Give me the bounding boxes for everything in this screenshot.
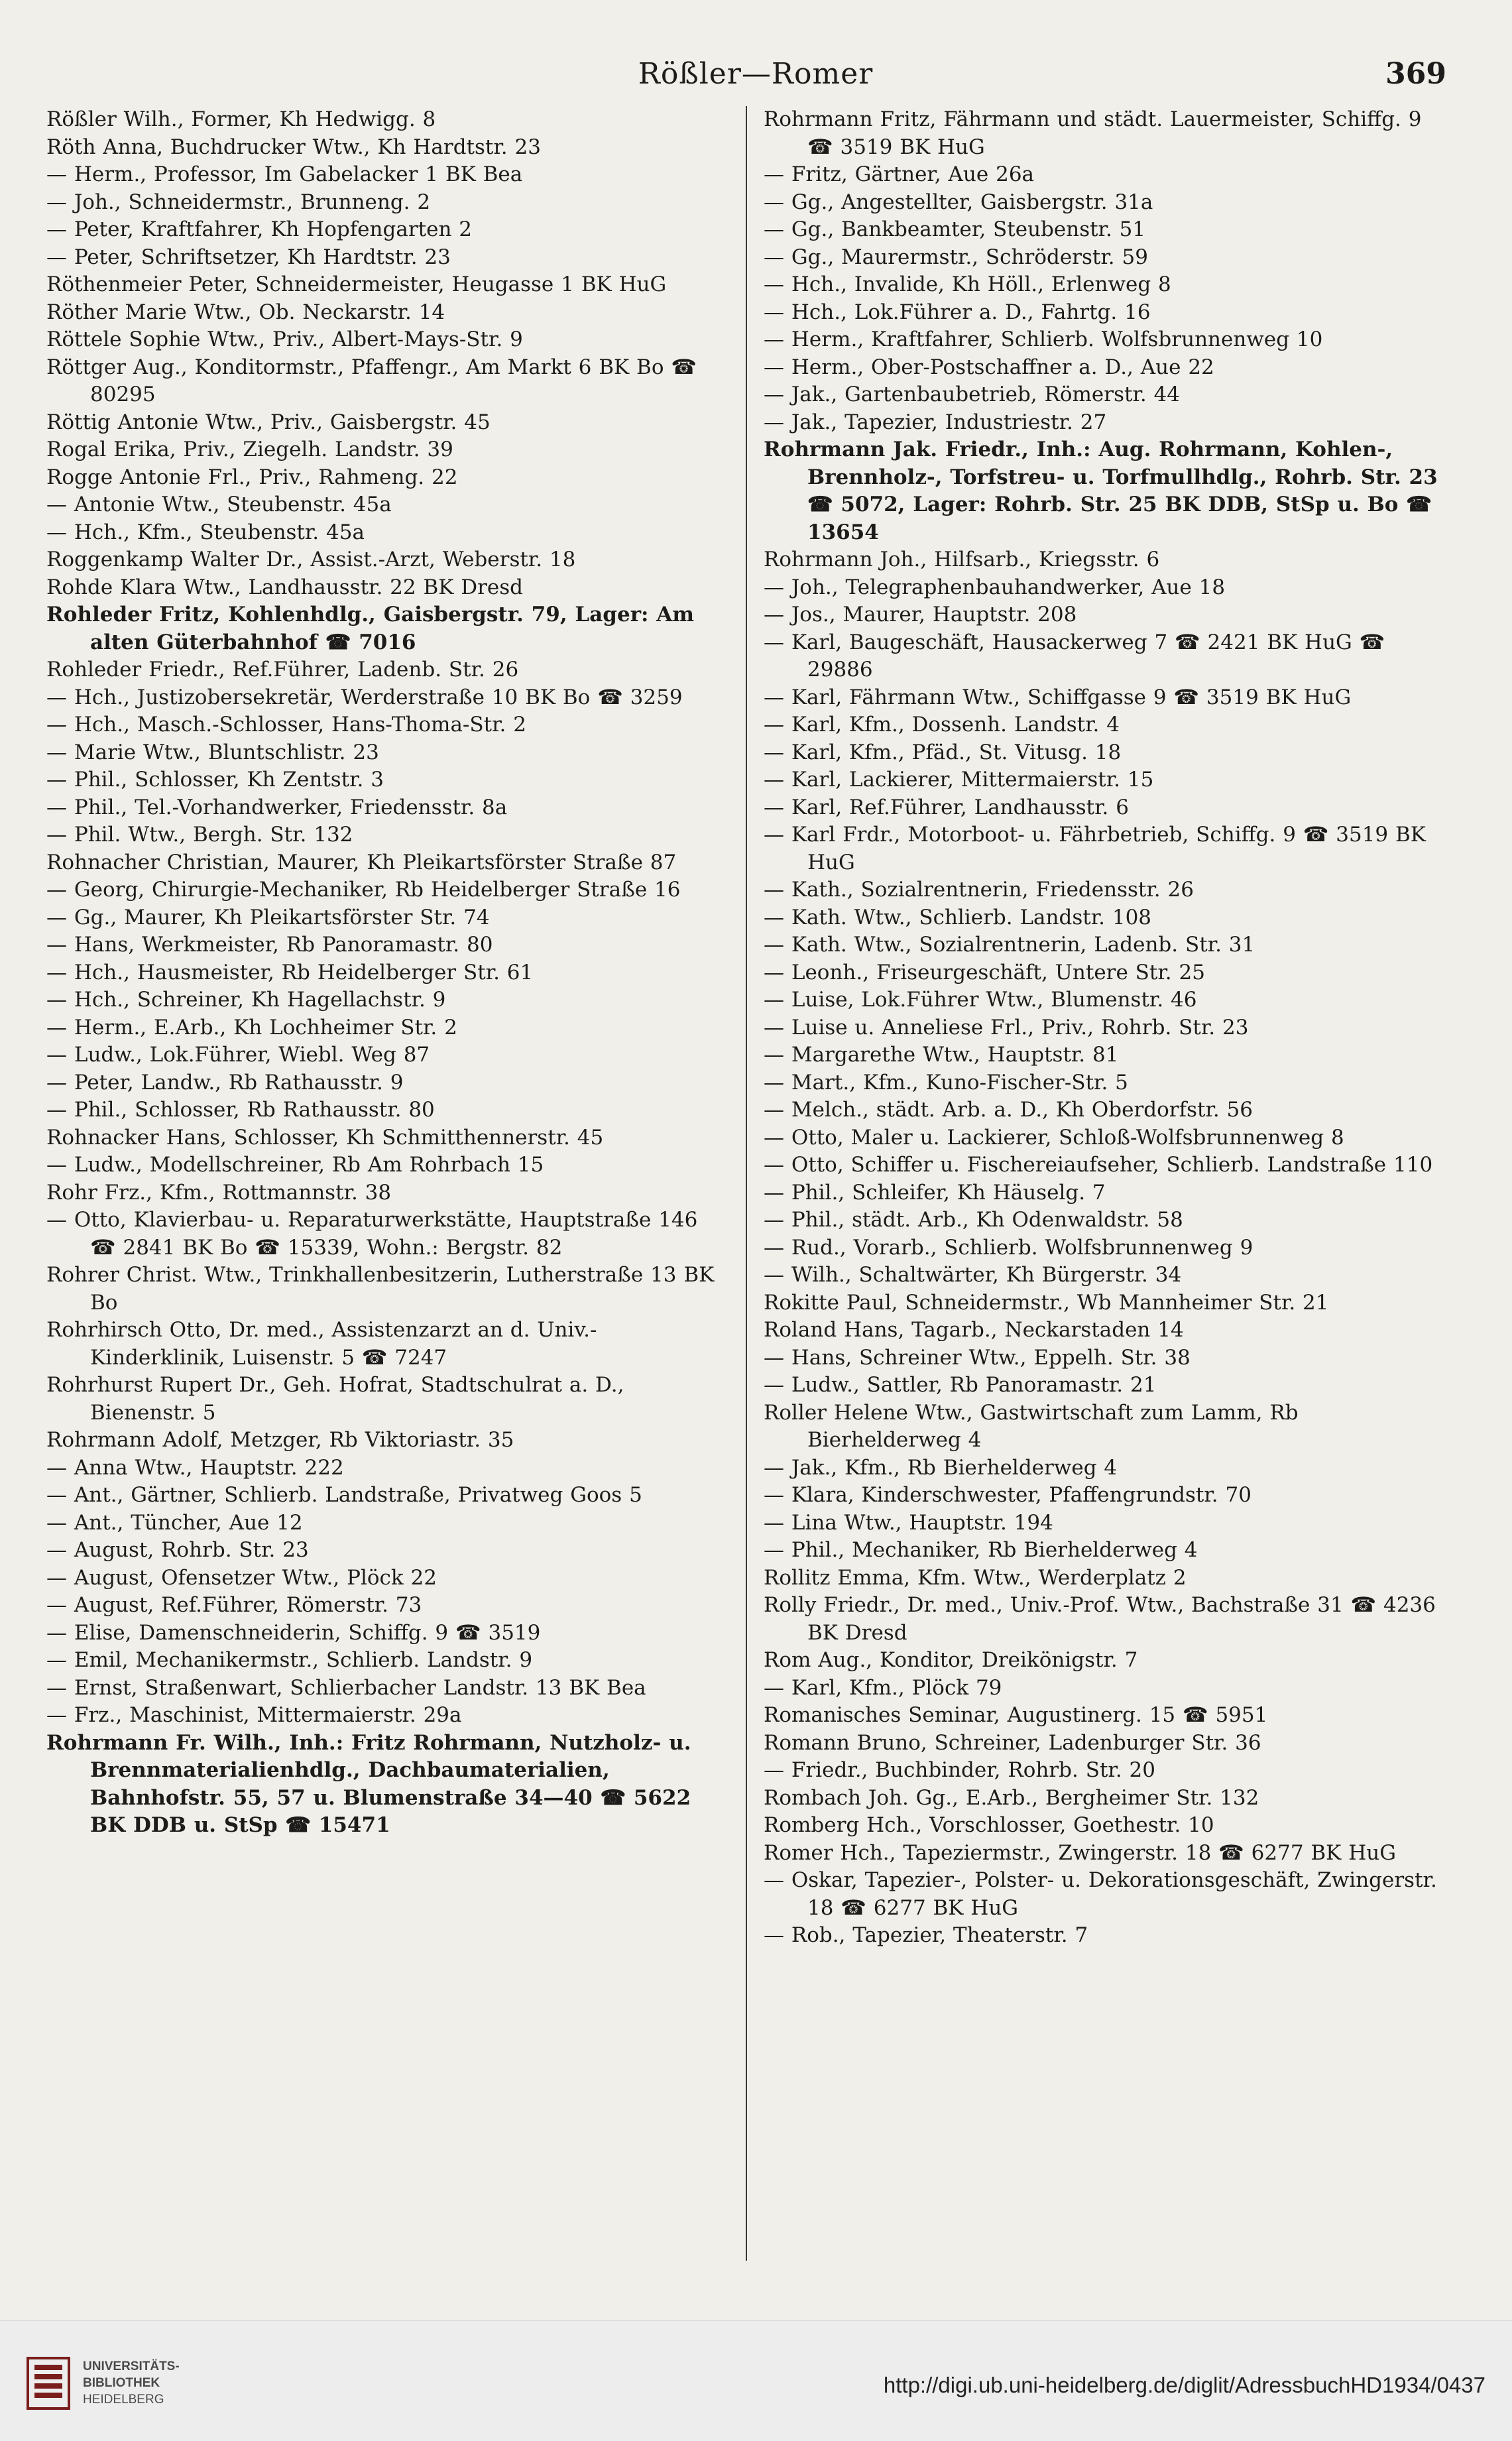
directory-entry: — Friedr., Buchbinder, Rohrb. Str. 20 <box>764 1758 1155 1782</box>
directory-entry: — Ant., Gärtner, Schlierb. Landstraße, Privatweg Goos 5 <box>46 1483 642 1507</box>
directory-entry: — Gg., Maurer, Kh Pleikartsförster Str. 74 <box>46 905 490 929</box>
directory-entry: — Hch., Justizobersekretär, Werderstraße 10 BK Bo ☎ 3259 <box>46 685 683 709</box>
directory-entry: — Hch., Masch.-Schlosser, Hans-Thoma-Str. 2 <box>46 713 526 737</box>
directory-entry: — Herm., Kraftfahrer, Schlierb. Wolfsbrunnenweg 10 <box>764 327 1323 351</box>
directory-columns <box>46 106 1465 2281</box>
directory-entry: Rohde Klara Wtw., Landhausstr. 22 BK Dresd <box>46 575 524 599</box>
directory-entry: — Marie Wtw., Bluntschlistr. 23 <box>46 740 379 764</box>
directory-entry: — Antonie Wtw., Steubenstr. 45a <box>46 493 392 516</box>
directory-entry: — Fritz, Gärtner, Aue 26a <box>764 162 1035 186</box>
directory-entry: — Karl, Kfm., Dossenh. Landstr. 4 <box>764 713 1120 737</box>
directory-entry: — Frz., Maschinist, Mittermaierstr. 29a <box>46 1703 462 1727</box>
directory-entry: — Peter, Landw., Rb Rathausstr. 9 <box>46 1070 404 1095</box>
footer-bar <box>0 2320 1512 2441</box>
directory-entry: — Karl, Kfm., Pfäd., St. Vitusg. 18 <box>764 740 1122 764</box>
page-number: 369 <box>1385 57 1446 91</box>
directory-entry: — August, Ofensetzer Wtw., Plöck 22 <box>46 1565 437 1590</box>
directory-entry: — Phil., Tel.-Vorhandwerker, Friedensstr. 8a <box>46 795 508 819</box>
directory-entry: — Karl, Kfm., Plöck 79 <box>764 1675 1002 1700</box>
directory-entry: — Herm., E.Arb., Kh Lochheimer Str. 2 <box>46 1015 457 1040</box>
directory-entry: — Kath. Wtw., Schlierb. Landstr. 108 <box>764 905 1152 929</box>
directory-entry: — Otto, Maler u. Lackierer, Schloß-Wolfsbrunnenweg 8 <box>764 1125 1344 1150</box>
directory-entry: — Hch., Schreiner, Kh Hagellachstr. 9 <box>46 988 446 1012</box>
library-name <box>83 2358 180 2408</box>
directory-entry: — Gg., Maurermstr., Schröderstr. 59 <box>764 245 1148 269</box>
directory-entry: — Kath. Wtw., Sozialrentnerin, Ladenb. Str. 31 <box>764 933 1255 957</box>
directory-entry: — Phil., Schlosser, Rb Rathausstr. 80 <box>46 1098 435 1122</box>
directory-entry: — Hch., Hausmeister, Rb Heidelberger Str. 61 <box>46 960 534 984</box>
directory-entry: Röther Marie Wtw., Ob. Neckarstr. 14 <box>46 300 445 324</box>
directory-entry: — Anna Wtw., Hauptstr. 222 <box>46 1455 344 1480</box>
directory-entry: — Ludw., Sattler, Rb Panoramastr. 21 <box>764 1373 1157 1397</box>
directory-entry: — August, Ref.Führer, Römerstr. 73 <box>46 1593 422 1617</box>
directory-entry: Romer Hch., Tapeziermstr., Zwingerstr. 18 ☎ 6277 BK HuG <box>764 1840 1396 1865</box>
directory-entry: Rohrer Christ. Wtw., Trinkhallenbesitzerin, Lutherstraße 13 BK Bo <box>46 1263 715 1315</box>
directory-entry: Rohrmann Adolf, Metzger, Rb Viktoriastr. 35 <box>46 1428 514 1452</box>
directory-entry: Rolly Friedr., Dr. med., Univ.-Prof. Wtw., Bachstraße 31 ☎ 4236 BK Dresd <box>764 1593 1436 1645</box>
directory-entry: — Peter, Schriftsetzer, Kh Hardtstr. 23 <box>46 245 451 269</box>
directory-entry: — Phil., Mechaniker, Rb Bierhelderweg 4 <box>764 1538 1198 1562</box>
directory-entry: Rollitz Emma, Kfm. Wtw., Werderplatz 2 <box>764 1565 1187 1590</box>
directory-entry: — Lina Wtw., Hauptstr. 194 <box>764 1510 1053 1535</box>
directory-entry: — Phil., Schlosser, Kh Zentstr. 3 <box>46 768 384 792</box>
directory-entry: — Leonh., Friseurgeschäft, Untere Str. 25 <box>764 960 1205 984</box>
right-column <box>764 106 1446 2281</box>
directory-entry: — Margarethe Wtw., Hauptstr. 81 <box>764 1043 1119 1067</box>
directory-entry: — Joh., Telegraphenbauhandwerker, Aue 18 <box>764 575 1226 599</box>
directory-entry: Romberg Hch., Vorschlosser, Goethestr. 10 <box>764 1813 1214 1837</box>
directory-entry: — Hch., Invalide, Kh Höll., Erlenweg 8 <box>764 272 1171 296</box>
directory-entry: — Hans, Schreiner Wtw., Eppelh. Str. 38 <box>764 1345 1191 1370</box>
directory-entry: Röth Anna, Buchdrucker Wtw., Kh Hardtstr. 23 <box>46 135 541 159</box>
directory-entry: Rohrhirsch Otto, Dr. med., Assistenzarzt an d. Univ.-Kinderklinik, Luisenstr. 5 ☎ 7247 <box>46 1318 597 1370</box>
directory-entry: — Jak., Kfm., Rb Bierhelderweg 4 <box>764 1455 1118 1480</box>
directory-entry: — Luise, Lok.Führer Wtw., Blumenstr. 46 <box>764 988 1197 1012</box>
directory-entry: — Ludw., Modellschreiner, Rb Am Rohrbach 15 <box>46 1153 544 1177</box>
directory-entry: — Karl, Lackierer, Mittermaierstr. 15 <box>764 768 1154 792</box>
directory-entry: Rohrhurst Rupert Dr., Geh. Hofrat, Stadtschulrat a. D., Bienenstr. 5 <box>46 1373 624 1425</box>
directory-entry: Röttig Antonie Wtw., Priv., Gaisbergstr. 45 <box>46 410 491 434</box>
directory-entry: — Jak., Gartenbaubetrieb, Römerstr. 44 <box>764 383 1181 406</box>
directory-entry: Rohnacker Hans, Schlosser, Kh Schmitthennerstr. 45 <box>46 1125 604 1150</box>
directory-entry: — Joh., Schneidermstr., Brunneng. 2 <box>46 190 431 214</box>
directory-entry: — Herm., Ober-Postschaffner a. D., Aue 22 <box>764 355 1214 379</box>
directory-entry: Romann Bruno, Schreiner, Ladenburger Str. 36 <box>764 1730 1261 1755</box>
directory-entry: — Gg., Angestellter, Gaisbergstr. 31a <box>764 190 1153 214</box>
directory-entry: — Ernst, Straßenwart, Schlierbacher Landstr. 13 BK Bea <box>46 1675 646 1700</box>
directory-entry: — Mart., Kfm., Kuno-Fischer-Str. 5 <box>764 1070 1128 1095</box>
directory-entry: Rom Aug., Konditor, Dreikönigstr. 7 <box>764 1648 1138 1672</box>
directory-entry: — Otto, Klavierbau- u. Reparaturwerkstätte, Hauptstraße 146 ☎ 2841 BK Bo ☎ 15339, Wohn.: Bergstr. 82 <box>46 1208 698 1260</box>
directory-entry: — Luise u. Anneliese Frl., Priv., Rohrb. Str. 23 <box>764 1015 1249 1040</box>
library-name-line-2: BIBLIOTHEK <box>83 2376 160 2390</box>
directory-entry: — Hans, Werkmeister, Rb Panoramastr. 80 <box>46 933 493 957</box>
directory-entry: Rohrmann Jak. Friedr., Inh.: Aug. Rohrmann, Kohlen-, Brennholz-, Torfstreu- u. Torfmullhdlg., Rohrb. Str. 23 ☎ 5072, Lager: Rohrb. Str. 25 BK DDB, StSp u. Bo ☎ 13654 <box>764 438 1438 544</box>
library-name-line-1: UNIVERSITÄTS- <box>83 2359 180 2373</box>
university-library-logo-icon[interactable] <box>25 2355 72 2411</box>
directory-entry: — Peter, Kraftfahrer, Kh Hopfengarten 2 <box>46 217 472 241</box>
directory-entry: — Jak., Tapezier, Industriestr. 27 <box>764 410 1107 434</box>
directory-entry: Röttger Aug., Konditormstr., Pfaffengr., Am Markt 6 BK Bo ☎ 80295 <box>46 355 697 406</box>
directory-entry: Rombach Joh. Gg., E.Arb., Bergheimer Str. 132 <box>764 1785 1259 1810</box>
directory-entry: Rogal Erika, Priv., Ziegelh. Landstr. 39 <box>46 438 453 461</box>
directory-entry: — Elise, Damenschneiderin, Schiffg. 9 ☎ 3519 <box>46 1620 541 1645</box>
page-header <box>53 57 1458 103</box>
directory-entry: — Phil. Wtw., Bergh. Str. 132 <box>46 823 353 847</box>
directory-entry: — Georg, Chirurgie-Mechaniker, Rb Heidelberger Straße 16 <box>46 878 681 902</box>
directory-entry: — Ludw., Lok.Führer, Wiebl. Weg 87 <box>46 1043 430 1067</box>
directory-entry: Röthenmeier Peter, Schneidermeister, Heugasse 1 BK HuG <box>46 272 667 296</box>
directory-entry: — Karl, Baugeschäft, Hausackerweg 7 ☎ 2421 BK HuG ☎ 29886 <box>764 630 1385 682</box>
source-url-link[interactable]: http://digi.ub.uni-heidelberg.de/diglit/AdressbuchHD1934/0437 <box>883 2373 1485 2397</box>
directory-entry: — Karl Frdr., Motorboot- u. Fährbetrieb, Schiffg. 9 ☎ 3519 BK HuG <box>764 823 1426 874</box>
directory-entry: Rohleder Fritz, Kohlenhdlg., Gaisbergstr. 79, Lager: Am alten Güterbahnhof ☎ 7016 <box>46 603 695 654</box>
directory-entry: — Oskar, Tapezier-, Polster- u. Dekorationsgeschäft, Zwingerstr. 18 ☎ 6277 BK HuG <box>764 1868 1437 1920</box>
directory-entry: — Herm., Professor, Im Gabelacker 1 BK Bea <box>46 162 523 186</box>
directory-entry: — Hch., Kfm., Steubenstr. 45a <box>46 520 365 544</box>
directory-entry: — Wilh., Schaltwärter, Kh Bürgerstr. 34 <box>764 1263 1182 1287</box>
directory-entry: — Phil., Schleifer, Kh Häuselg. 7 <box>764 1180 1106 1205</box>
directory-entry: Rokitte Paul, Schneidermstr., Wb Mannheimer Str. 21 <box>764 1290 1329 1315</box>
directory-entry: — Rud., Vorarb., Schlierb. Wolfsbrunnenweg 9 <box>764 1235 1253 1260</box>
page-title: Rößler—Romer <box>638 57 874 91</box>
directory-entry: — Kath., Sozialrentnerin, Friedensstr. 26 <box>764 878 1194 902</box>
directory-entry: Rogge Antonie Frl., Priv., Rahmeng. 22 <box>46 465 458 489</box>
directory-entry: Rohrmann Fr. Wilh., Inh.: Fritz Rohrmann, Nutzholz- u. Brennmaterialienhdlg., Dachbaumaterialien, Bahnhofstr. 55, 57 u. Blumenstraße 34—40 ☎ 5622 BK DDB u. StSp ☎ 15471 <box>46 1730 691 1837</box>
directory-entry: — Karl, Fährmann Wtw., Schiffgasse 9 ☎ 3519 BK HuG <box>764 685 1352 709</box>
directory-entry: Roller Helene Wtw., Gastwirtschaft zum Lamm, Rb Bierhelderweg 4 <box>764 1400 1299 1452</box>
directory-entry: Rohr Frz., Kfm., Rottmannstr. 38 <box>46 1180 392 1205</box>
directory-entry: — Phil., städt. Arb., Kh Odenwaldstr. 58 <box>764 1208 1183 1232</box>
directory-entry: — Gg., Bankbeamter, Steubenstr. 51 <box>764 217 1146 241</box>
directory-entry: — Rob., Tapezier, Theaterstr. 7 <box>764 1923 1088 1947</box>
directory-entry: Roland Hans, Tagarb., Neckarstaden 14 <box>764 1318 1184 1342</box>
directory-entry: — Klara, Kinderschwester, Pfaffengrundstr. 70 <box>764 1483 1251 1507</box>
directory-entry: — Hch., Lok.Führer a. D., Fahrtg. 16 <box>764 300 1151 324</box>
directory-entry: Rohleder Friedr., Ref.Führer, Ladenb. Str. 26 <box>46 658 519 682</box>
directory-entry: Romanisches Seminar, Augustinerg. 15 ☎ 5951 <box>764 1703 1268 1727</box>
directory-entry: — Ant., Tüncher, Aue 12 <box>46 1510 303 1535</box>
library-name-line-3: HEIDELBERG <box>83 2393 164 2407</box>
directory-entry: Rößler Wilh., Former, Kh Hedwigg. 8 <box>46 107 436 131</box>
directory-entry: Rohnacher Christian, Maurer, Kh Pleikartsförster Straße 87 <box>46 850 677 874</box>
directory-entry: — Melch., städt. Arb. a. D., Kh Oberdorfstr. 56 <box>764 1098 1253 1122</box>
directory-entry: Roggenkamp Walter Dr., Assist.-Arzt, Weberstr. 18 <box>46 548 576 571</box>
directory-entry: Rohrmann Fritz, Fährmann und städt. Lauermeister, Schiffg. 9 ☎ 3519 BK HuG <box>764 107 1422 159</box>
directory-entry: Rohrmann Joh., Hilfsarb., Kriegsstr. 6 <box>764 548 1160 571</box>
directory-entry: — Jos., Maurer, Hauptstr. 208 <box>764 603 1077 626</box>
left-column <box>46 106 729 2281</box>
directory-entry: — Emil, Mechanikermstr., Schlierb. Landstr. 9 <box>46 1648 533 1672</box>
directory-entry: — August, Rohrb. Str. 23 <box>46 1538 309 1562</box>
directory-entry: Röttele Sophie Wtw., Priv., Albert-Mays-Str. 9 <box>46 327 523 351</box>
directory-entry: — Karl, Ref.Führer, Landhausstr. 6 <box>764 795 1129 819</box>
directory-entry: — Otto, Schiffer u. Fischereiaufseher, Schlierb. Landstraße 110 <box>764 1153 1433 1177</box>
column-divider <box>746 106 747 2261</box>
